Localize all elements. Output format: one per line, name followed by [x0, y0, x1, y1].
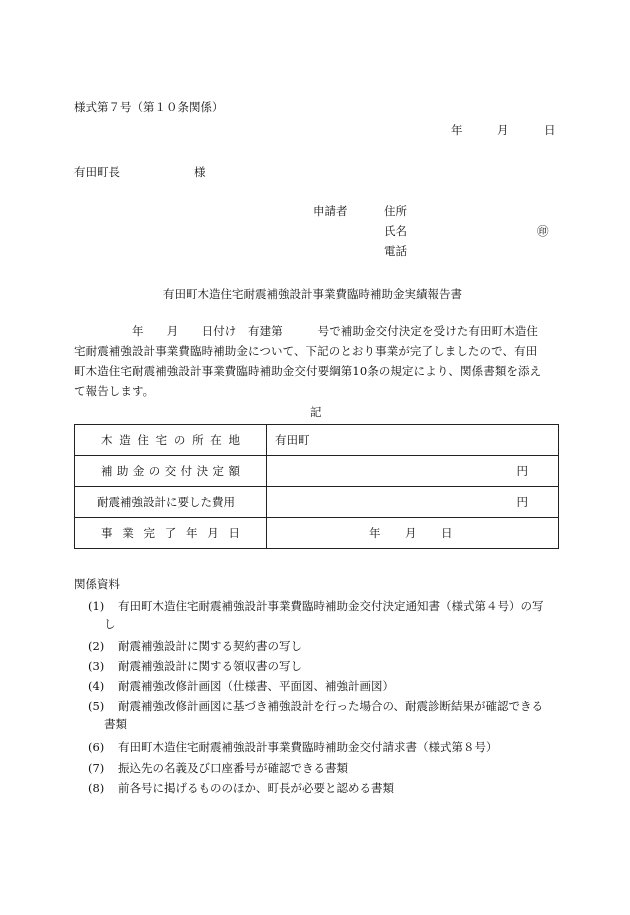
- applicant-phone-label: 電話: [384, 244, 407, 258]
- list-item: [88, 677, 560, 695]
- item-number: (6): [88, 740, 105, 754]
- list-item: [88, 637, 560, 655]
- yen-unit: 円: [516, 464, 528, 478]
- list-item: [88, 697, 560, 733]
- completion-year: 年: [369, 526, 381, 540]
- decision-value: [267, 456, 559, 487]
- list-item: [88, 597, 560, 633]
- info-table: [74, 424, 559, 549]
- item-text: 振込先の名義及び口座番号が確認できる書類: [118, 761, 348, 775]
- table-row: [75, 518, 559, 549]
- addressee-suffix: 様: [194, 165, 206, 179]
- body-text: [74, 321, 560, 401]
- seal-mark: ㊞: [537, 224, 549, 238]
- completion-day: 日: [441, 526, 453, 540]
- yen-unit: 円: [516, 495, 528, 509]
- item-text: 有田町木造住宅耐震補強設計事業費臨時補助金交付決定通知書（様式第４号）の写: [118, 599, 544, 613]
- table-row: [75, 425, 559, 456]
- item-number: (7): [88, 761, 105, 775]
- location-label: 木造住宅の所在地: [75, 425, 267, 456]
- item-number: (5): [88, 699, 105, 713]
- cost-value: [267, 487, 559, 518]
- cost-label: 耐震補強設計に要した費用: [75, 487, 267, 518]
- body-line: て報告します。: [74, 384, 155, 398]
- list-item: [88, 759, 560, 777]
- applicant-name-label: 氏名: [384, 224, 407, 238]
- table-row: [75, 487, 559, 518]
- date-year: 年: [451, 123, 463, 137]
- item-text: 前各号に掲げるもののほか、町長が必要と認める書類: [118, 781, 394, 795]
- addressee-name: 有田町長: [74, 165, 120, 179]
- list-item: [88, 657, 560, 675]
- item-text-cont: し: [104, 617, 116, 631]
- docs-heading: 関係資料: [74, 577, 120, 591]
- body-line: 町木造住宅耐震補強設計事業費臨時補助金交付要綱第10条の規定により、関係書類を添え: [74, 364, 542, 378]
- applicant-address-label: 住所: [384, 204, 407, 218]
- item-text: 耐震補強改修計画図（仕様書、平面図、補強計画図）: [118, 679, 394, 693]
- item-number: (1): [88, 599, 105, 613]
- body-line: 年 月 日付け 有建第 号で補助金交付決定を受けた有田町木造住: [74, 324, 538, 338]
- item-text-cont: 書類: [104, 717, 127, 731]
- completion-label: 事業完了年月日: [75, 518, 267, 549]
- item-number: (2): [88, 639, 105, 653]
- item-text: 耐震補強改修計画図に基づき補強設計を行った場合の、耐震診断結果が確認できる: [118, 699, 544, 713]
- body-line: 宅耐震補強設計事業費臨時補助金について、下記のとおり事業が完了しましたので、有田: [74, 344, 538, 358]
- ki-heading: 記: [310, 405, 322, 419]
- item-number: (8): [88, 781, 105, 795]
- item-text: 耐震補強設計に関する契約書の写し: [118, 639, 302, 653]
- applicant-label: 申請者: [313, 204, 348, 218]
- completion-month: 月: [405, 526, 417, 540]
- date-month: 月: [497, 123, 509, 137]
- item-text: 有田町木造住宅耐震補強設計事業費臨時補助金交付請求書（様式第８号）: [118, 740, 498, 754]
- document-title: 有田町木造住宅耐震補強設計事業費臨時補助金実績報告書: [163, 287, 462, 301]
- item-number: (4): [88, 679, 105, 693]
- item-number: (3): [88, 659, 105, 673]
- list-item: [88, 779, 560, 797]
- table-row: [75, 456, 559, 487]
- date-day: 日: [544, 123, 556, 137]
- decision-label: 補助金の交付決定額: [75, 456, 267, 487]
- item-text: 耐震補強設計に関する領収書の写し: [118, 659, 302, 673]
- completion-date: [267, 518, 559, 549]
- list-item: [88, 738, 560, 756]
- form-number: 様式第７号（第１０条関係）: [74, 100, 224, 114]
- location-value: 有田町: [267, 425, 559, 456]
